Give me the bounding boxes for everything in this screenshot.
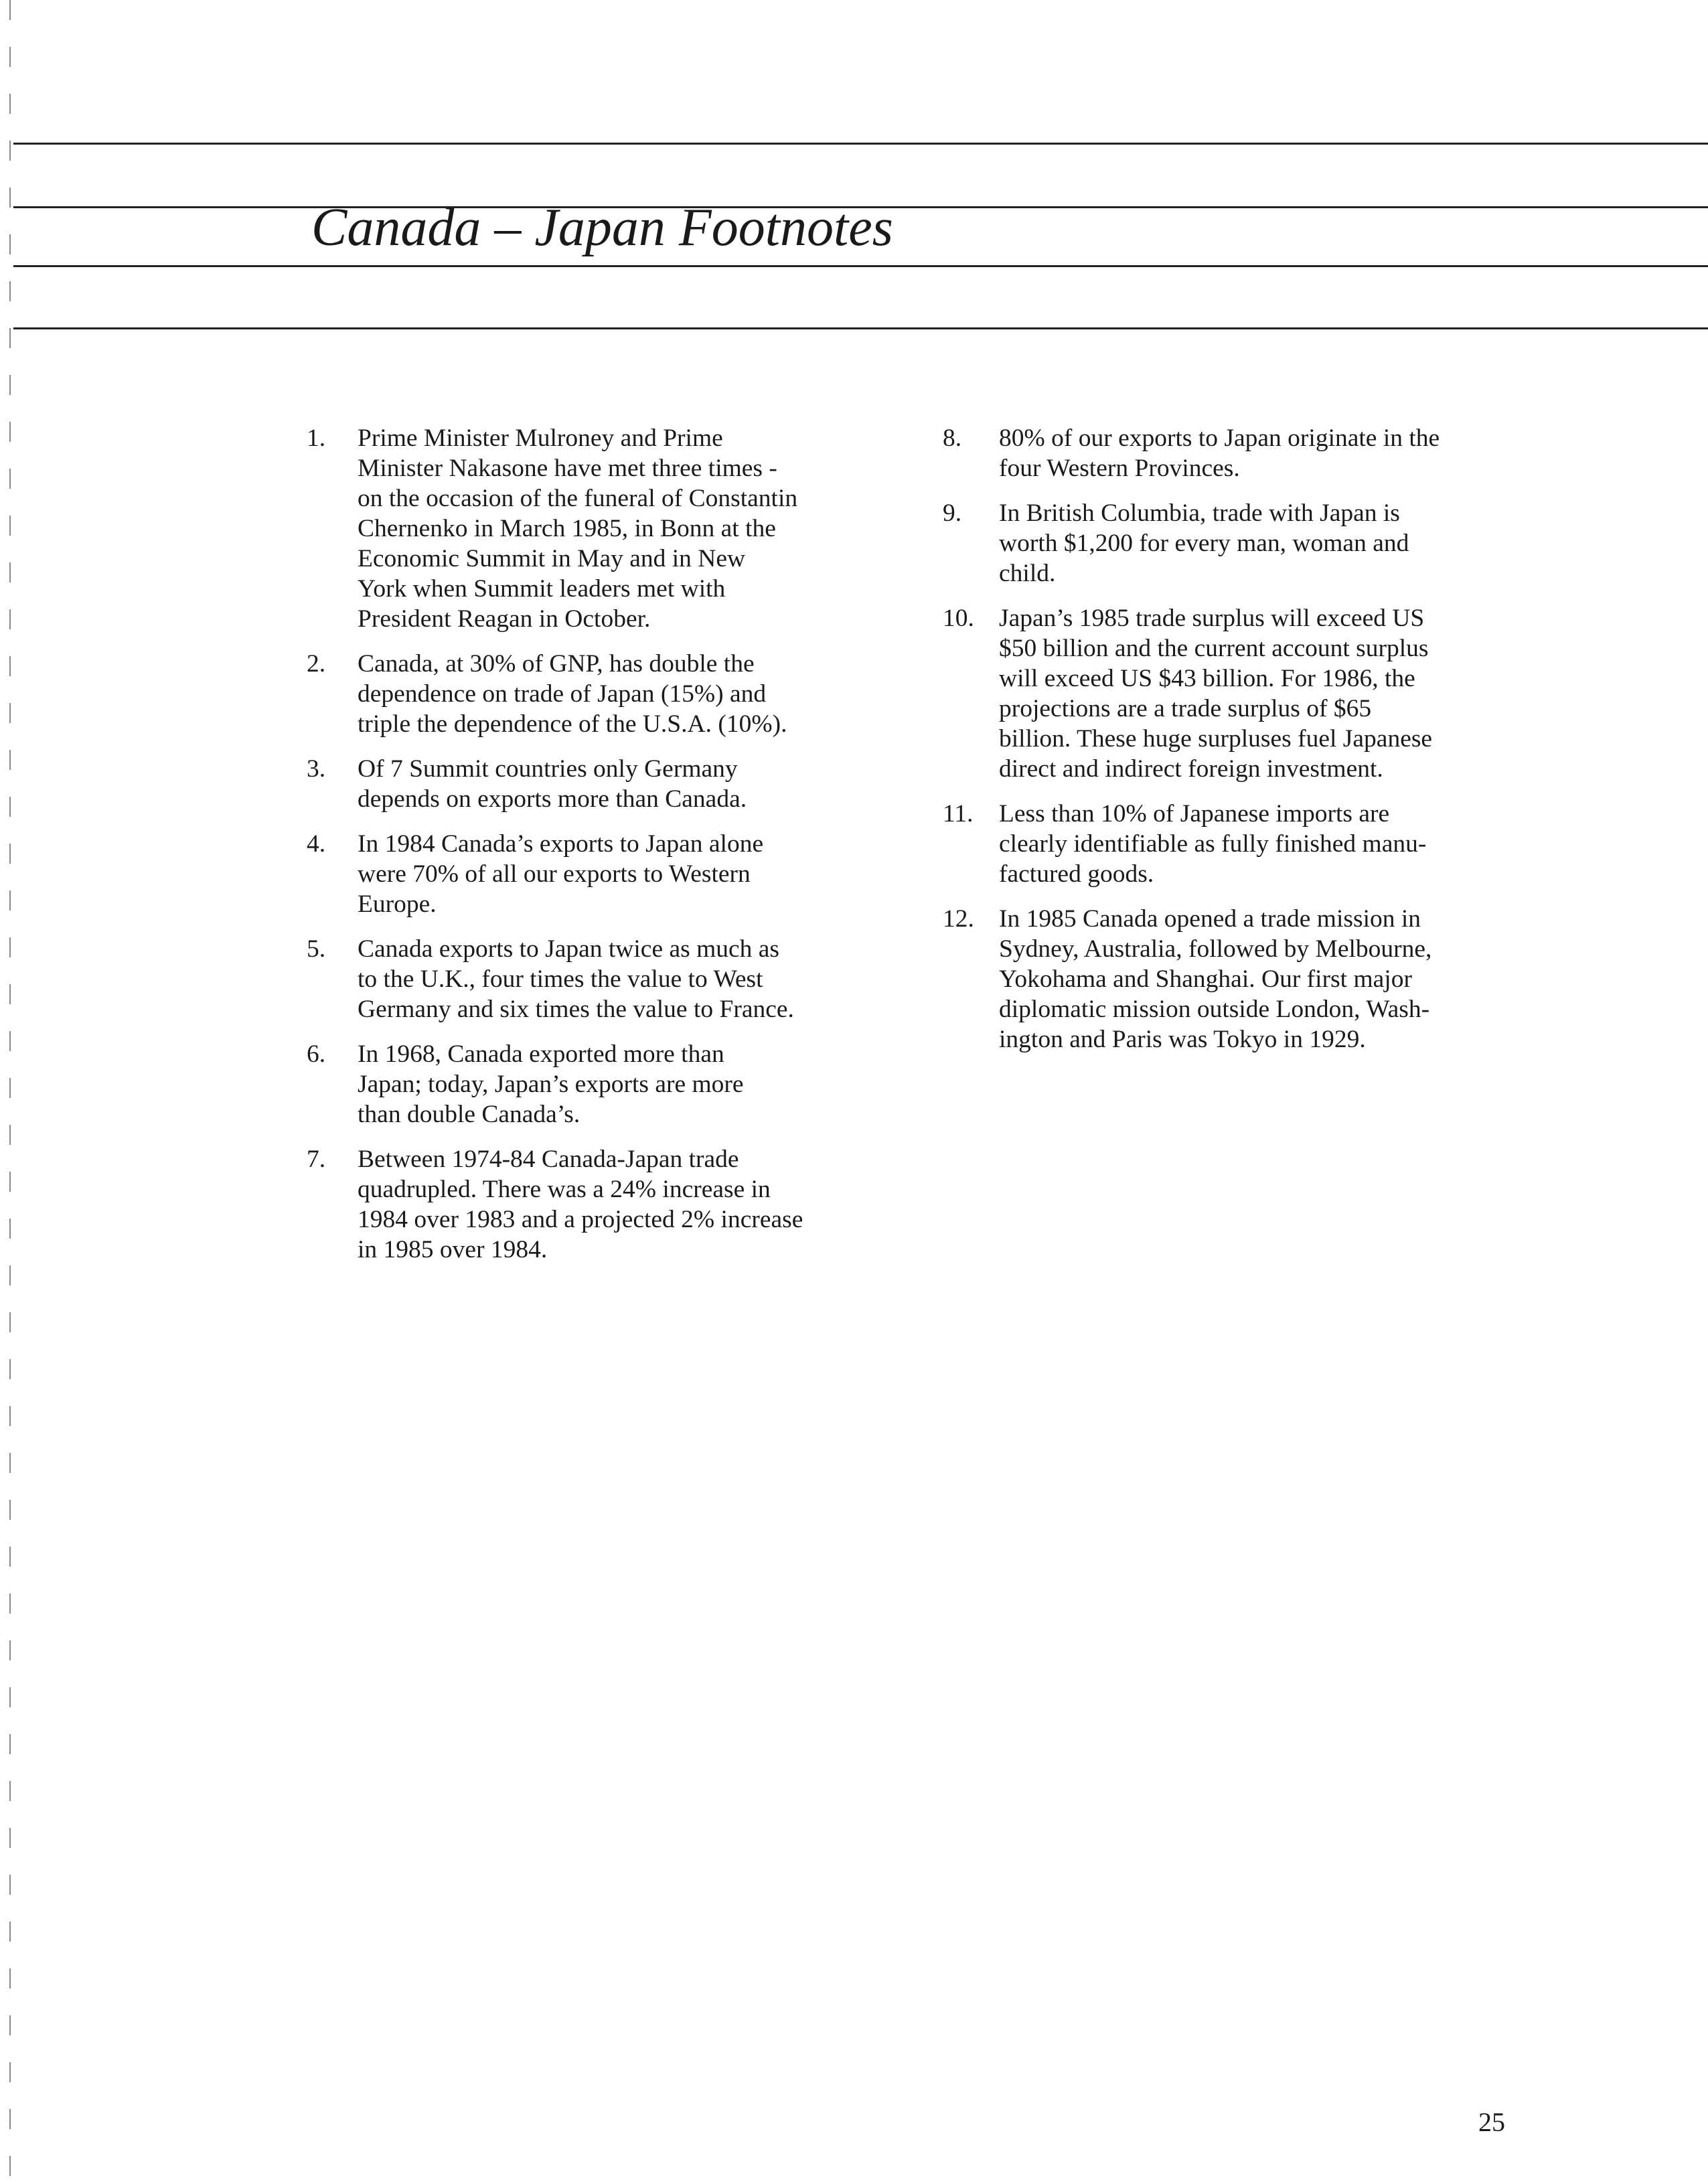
footnote-number: 6. [307,1040,326,1068]
footnote-text: Japan’s 1985 trade surplus will exceed US $50 billion and the current account surplus will exceed US $43 billion. For 1986, the projections are a trade surplus of $65 billion. These huge surpluses fuel Japanese direct and indirect foreign investment. [999,605,1433,783]
page-title: Canada – Japan Footnotes [311,198,893,257]
footnote-text: Between 1974-84 Canada-Japan trade quadrupled. There was a 24% increase in 1984 over 1983 and a projected 2% increase in 1985 over 1984. [358,1146,803,1263]
page-number: 25 [1478,2107,1505,2137]
footnote-text: Prime Minister Mulroney and Prime Minister Nakasone have met three times - on the occasion of the funeral of Constantin Chernenko in March 1985, in Bonn at the Economic Summit in May and in New York when Summit leaders met with President Reagan in October. [358,424,798,633]
footnote-item [307,754,896,814]
footnote-number: 10. [943,605,974,632]
footnote-text: In 1984 Canada’s exports to Japan alone were 70% of all our exports to Western Europe. [358,830,764,918]
footnotes-right-column [943,423,1532,1069]
footnote-text: In 1985 Canada opened a trade mission in Sydney, Australia, followed by Melbourne, Yokohama and Shanghai. Our first major diplomatic mission outside London, Wash- ington and Paris was Tokyo in 1929. [999,905,1432,1053]
footnote-text: Less than 10% of Japanese imports are clearly identifiable as fully finished manu- factured goods. [999,800,1427,888]
footnote-number: 7. [307,1146,326,1173]
footnote-item [943,498,1532,589]
footnote-item [307,1144,896,1265]
footnotes-left-column [307,423,896,1279]
footnote-number: 1. [307,424,326,452]
footnote-number: 4. [307,830,326,858]
header-rule-top [13,143,1708,145]
header-rule-lower [13,265,1708,267]
footnote-item [943,603,1532,784]
footnote-text: Canada, at 30% of GNP, has double the dependence on trade of Japan (15%) and triple the dependence of the U.S.A. (10%). [358,650,787,738]
footnote-number: 5. [307,935,326,963]
footnote-text: In 1968, Canada exported more than Japan; today, Japan’s exports are more than double Canada’s. [358,1040,744,1128]
header-rule-bottom [13,327,1708,329]
footnote-number: 12. [943,905,974,933]
footnote-text: Of 7 Summit countries only Germany depends on exports more than Canada. [358,755,747,813]
footnote-text: 80% of our exports to Japan originate in the four Western Provinces. [999,424,1440,482]
footnote-text: In British Columbia, trade with Japan is worth $1,200 for every man, woman and child. [999,499,1409,587]
footnote-text: Canada exports to Japan twice as much as to the U.K., four times the value to West Germany and six times the value to France. [358,935,794,1023]
footnote-item [943,799,1532,889]
footnote-item [307,649,896,739]
footnote-item [943,423,1532,483]
footnote-item [307,934,896,1024]
footnote-number: 11. [943,800,974,828]
footnote-item [307,423,896,634]
footnote-number: 3. [307,755,326,783]
footnote-item [943,904,1532,1055]
footnote-item [307,829,896,919]
footnote-item [307,1039,896,1129]
footnote-number: 2. [307,650,326,678]
footnote-number: 9. [943,499,962,527]
footnote-number: 8. [943,424,962,452]
scan-edge [9,0,11,2182]
